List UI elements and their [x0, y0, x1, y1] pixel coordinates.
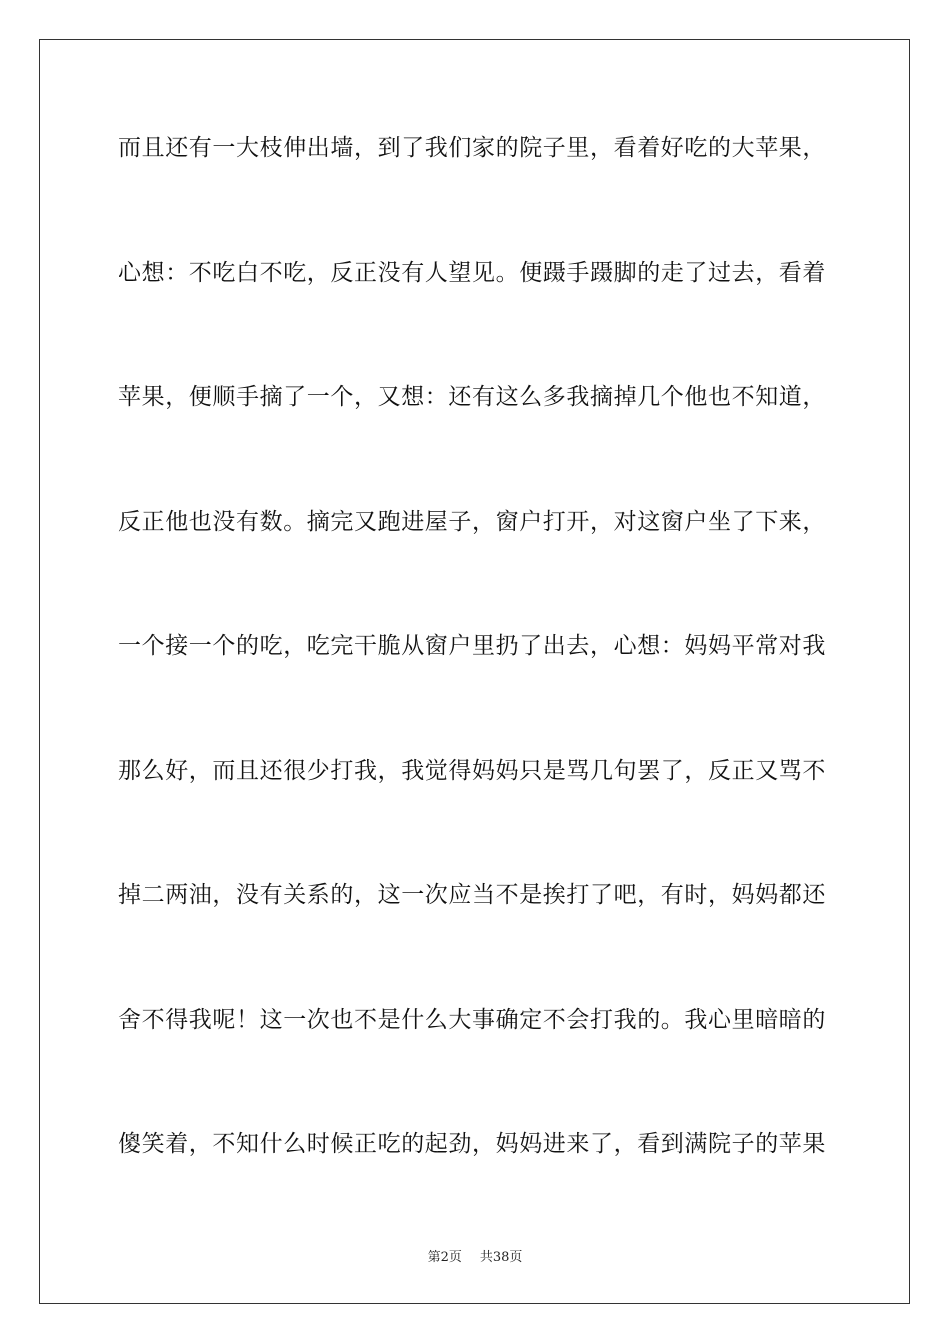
document-body [118, 128, 834, 1249]
page-footer [0, 1246, 950, 1265]
text-line: 苹果，便顺手摘了一个，又想：还有这么多我摘掉几个他也不知道， [118, 384, 826, 410]
text-line: 那么好，而且还很少打我，我觉得妈妈只是骂几句罢了，反正又骂不 [118, 757, 826, 784]
text-line: 掉二两油，没有关系的，这一次应当不是挨打了吧，有时，妈妈都还 [118, 882, 826, 908]
text-line: 心想：不吃白不吃，反正没有人望见。便蹑手蹑脚的走了过去，看着 [118, 259, 826, 286]
text-line: 舍不得我呢！这一次也不是什么大事确定不会打我的。我心里暗暗的 [118, 1006, 826, 1033]
text-line: 傻笑着，不知什么时候正吃的起劲，妈妈进来了，看到满院子的苹果 [118, 1131, 826, 1157]
text-line: 一个接一个的吃，吃完干脆从窗户里扔了出去，心想：妈妈平常对我 [118, 633, 826, 659]
text-line: 而且还有一大枝伸出墙，到了我们家的院子里，看着好吃的大苹果， [118, 135, 826, 161]
page-total: 共38页 [479, 1250, 523, 1265]
text-line: 反正他也没有数。摘完又跑进屋子，窗户打开，对这窗户坐了下来， [118, 508, 826, 535]
page-number: 第2页 [427, 1250, 462, 1265]
